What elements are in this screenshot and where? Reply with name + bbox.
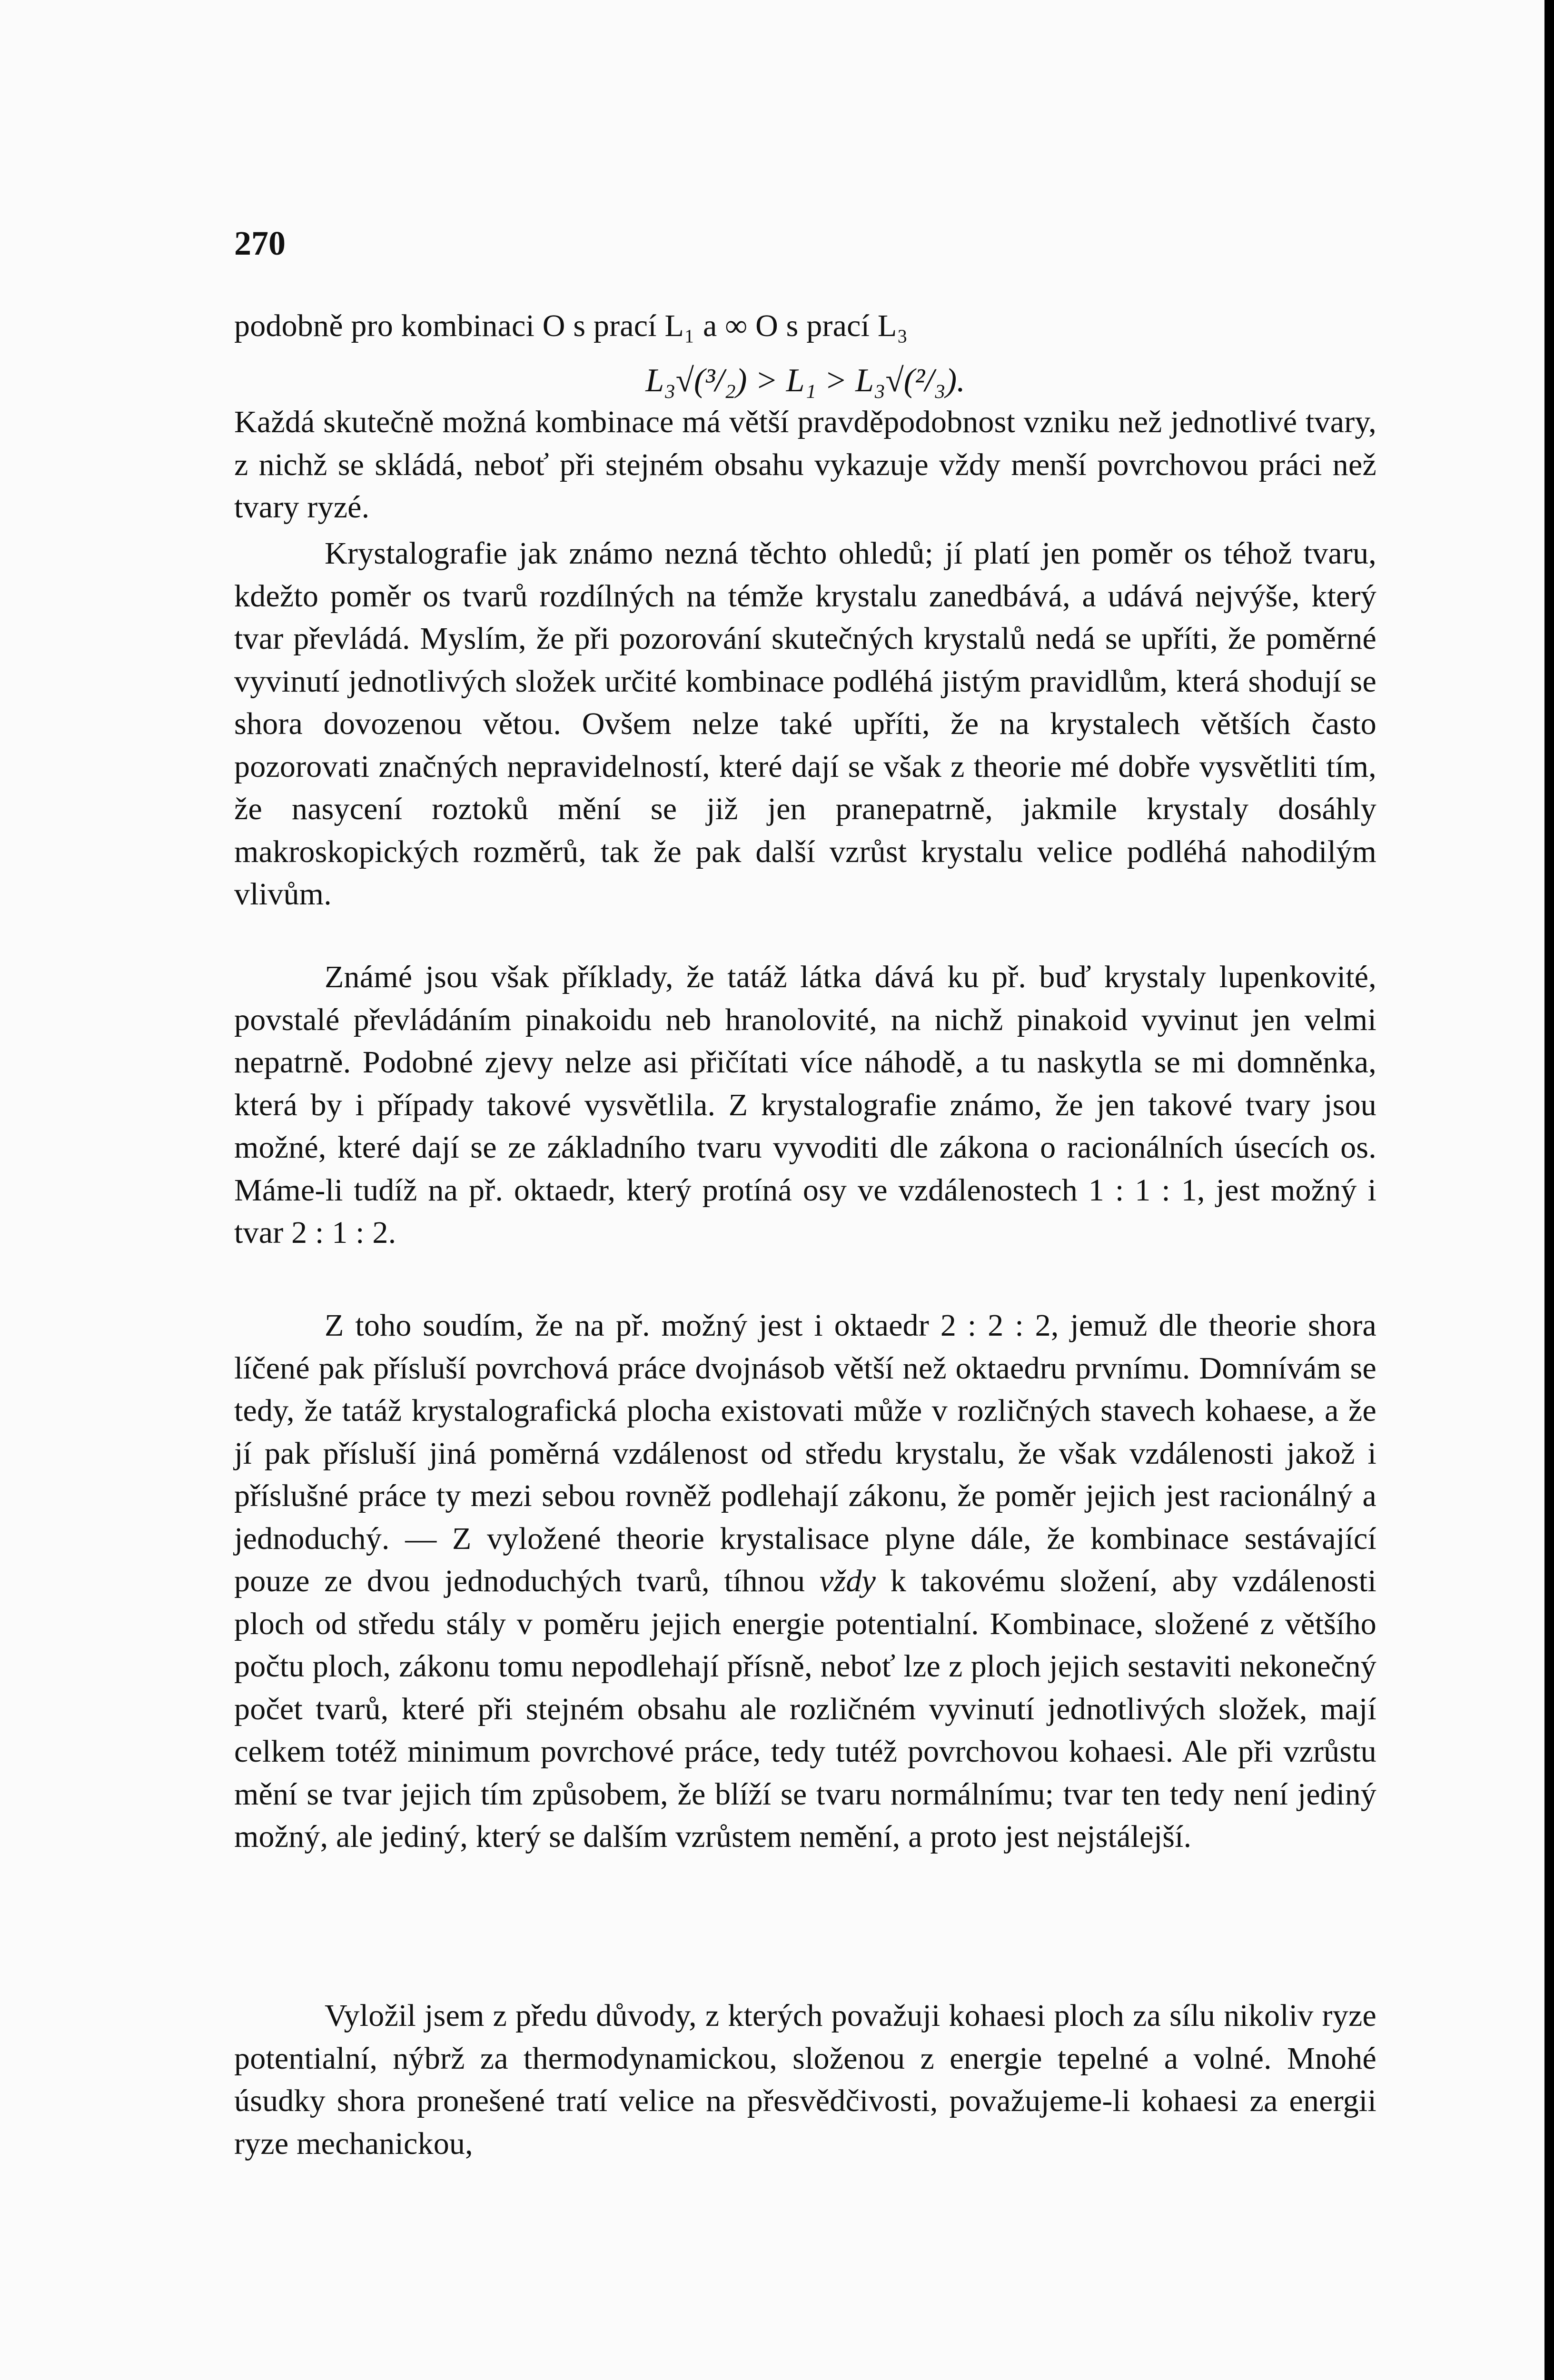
inequality-formula: L₃√(³/₂) > L₁ > L₃√(²/₃). <box>645 362 965 399</box>
scan-edge <box>1544 0 1554 2380</box>
paragraph-octahedron-part2: k takovému složení, aby vzdálenosti ploch od středu stály v poměru jejich energie potentialní. Kombinace, složené z většího počtu ploch, zákonu tomu nepodlehají přísně, neboť lze z ploch jejich sestaviti nekonečný počet tvarů, které při stejném obsahu ale rozličném vyvinutí jednotlivých složek, mají celkem totéž minimum povrchové práce, tedy tutéž povrchovou kohaesi. Ale při vzrůstu mění se tvar jejich tím způsobem, že blíží se tvaru normálnímu; tvar ten tedy není jediný možný, ale jediný, který se dalším vzrůstem nemění, a proto jest nejstálejší. <box>234 1564 1377 1854</box>
paragraph-octahedron-part1: Z toho soudím, že na př. možný jest i oktaedr 2 : 2 : 2, jemuž dle theorie shora líčené pak přísluší povrchová práce dvojnásob větší než oktaedru prvnímu. Domnívám se tedy, že tatáž krystalografická plocha existovati může v rozličných stavech kohaese, a že jí pak přísluší jiná poměrná vzdálenost od středu krystalu, že však vzdálenosti jakož i příslušné práce ty mezi sebou rovněž podlehají zákonu, že poměr jejich jest racionálný a jednoduchý. — Z vyložené theorie krystalisace plyne dále, že kombinace sestávající pouze ze dvou jednoduchých tvarů, tíhnou <box>234 1308 1376 1598</box>
paragraph-octahedron <box>234 1304 1376 1858</box>
page-number: 270 <box>234 224 286 262</box>
paragraph-cohesion: Vyložil jsem z předu důvody, z kterých považuji kohaesi ploch za sílu nikoliv ryze potentialní, nýbrž za thermodynamickou, složenou z energie tepelné a volné. Mnohé úsudky shora pronešené tratí velice na přesvědčivosti, považujeme-li kohaesi za energii ryze mechanickou, <box>234 1998 1376 2161</box>
intro-line: podobně pro kombinaci O s prací L₁ a ∞ O s prací L₃ <box>234 308 908 343</box>
paragraph-crystallography: Krystalografie jak známo nezná těchto ohledů; jí platí jen poměr os téhož tvaru, kdežto poměr os tvarů rozdílných na témže krystalu zanedbává, a udává nejvýše, který tvar převládá. Myslím, že při pozorování skutečných krystalů nedá se upříti, že poměrné vyvinutí jednotlivých složek určité kombinace podléhá jistým pravidlům, která shodují se shora dovozenou větou. Ovšem nelze také upříti, že na krystalech větších často pozorovati značných nepravidelností, které dají se však z theorie mé dobře vysvětliti tím, že nasycení roztoků mění se již jen pranepatrně, jakmile krystaly dosáhly makroskopických rozměrů, tak že pak další vzrůst krystalu velice podléhá nahodilým vlivům. <box>234 536 1376 912</box>
paragraph-examples: Známé jsou však příklady, že tatáž látka dává ku př. buď krystaly lupenkovité, povstalé převládáním pinakoidu neb hranolovité, na nichž pinakoid vyvinut jen velmi nepatrně. Podobné zjevy nelze asi přičítati více náhodě, a tu naskytla se mi domněnka, která by i případy takové vysvětlila. Z krystalografie známo, že jen takové tvary jsou možné, které dají se ze základního tvaru vyvoditi dle zákona o racionálních úsecích os. Máme-li tudíž na př. oktaedr, který protíná osy ve vzdálenostech 1 : 1 : 1, jest možný i tvar 2 : 1 : 2. <box>234 960 1376 1250</box>
paragraph-combination: Každá skutečně možná kombinace má větší pravděpodobnost vzniku než jednotlivé tvary, z nichž se skládá, neboť při stejném obsahu vykazuje vždy menší povrchovou práci než tvary ryzé. <box>234 405 1376 525</box>
emphasis-vzdy: vždy <box>819 1564 876 1598</box>
